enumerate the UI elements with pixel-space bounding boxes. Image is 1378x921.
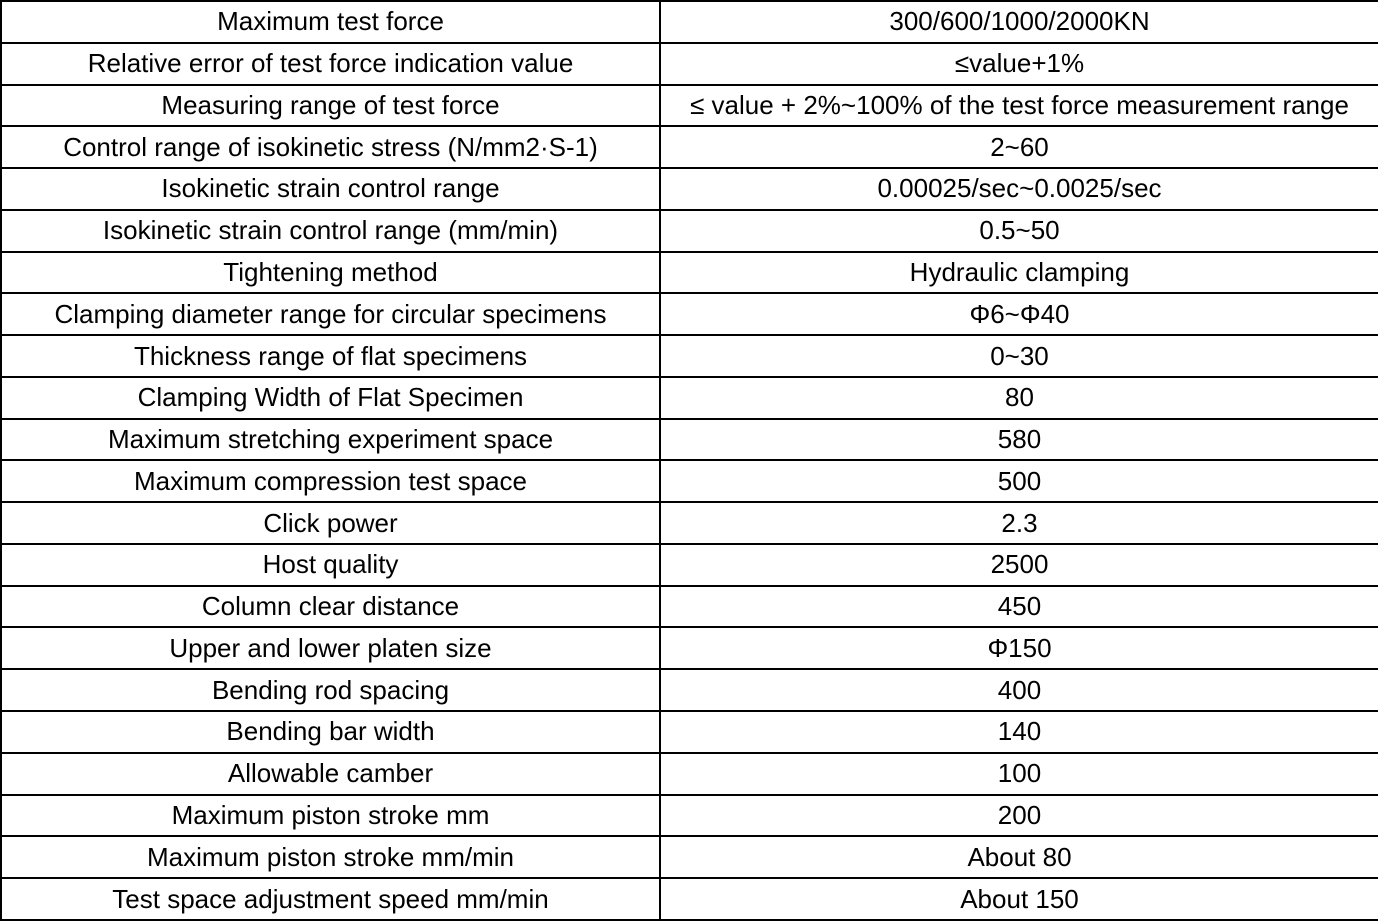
- spec-value-cell: 200: [660, 795, 1378, 837]
- spec-value-cell: Φ150: [660, 627, 1378, 669]
- spec-name-cell: Clamping Width of Flat Specimen: [1, 377, 660, 419]
- spec-value-cell: About 150: [660, 878, 1378, 920]
- table-row: [1, 669, 1378, 711]
- spec-name-cell: Maximum piston stroke mm/min: [1, 836, 660, 878]
- table-row: [1, 502, 1378, 544]
- table-row: [1, 210, 1378, 252]
- spec-name-cell: Maximum test force: [1, 1, 660, 43]
- table-row: [1, 335, 1378, 377]
- table-row: [1, 753, 1378, 795]
- spec-value-cell: 450: [660, 586, 1378, 628]
- spec-value-cell: 0~30: [660, 335, 1378, 377]
- spec-name-cell: Relative error of test force indication value: [1, 43, 660, 85]
- spec-name-cell: Maximum stretching experiment space: [1, 419, 660, 461]
- table-row: [1, 126, 1378, 168]
- spec-value-cell: 100: [660, 753, 1378, 795]
- spec-name-cell: Click power: [1, 502, 660, 544]
- spec-value-cell: 80: [660, 377, 1378, 419]
- table-row: [1, 586, 1378, 628]
- spec-value-cell: 2.3: [660, 502, 1378, 544]
- spec-value-cell: ≤value+1%: [660, 43, 1378, 85]
- spec-value-cell: Hydraulic clamping: [660, 252, 1378, 294]
- spec-name-cell: Test space adjustment speed mm/min: [1, 878, 660, 920]
- spec-name-cell: Thickness range of flat specimens: [1, 335, 660, 377]
- spec-name-cell: Control range of isokinetic stress (N/mm2·S-1): [1, 126, 660, 168]
- spec-name-cell: Tightening method: [1, 252, 660, 294]
- spec-value-cell: 2500: [660, 544, 1378, 586]
- spec-name-cell: Upper and lower platen size: [1, 627, 660, 669]
- spec-name-cell: Bending bar width: [1, 711, 660, 753]
- spec-name-cell: Allowable camber: [1, 753, 660, 795]
- table-row: [1, 377, 1378, 419]
- spec-name-cell: Maximum piston stroke mm: [1, 795, 660, 837]
- table-row: [1, 836, 1378, 878]
- spec-value-cell: 2~60: [660, 126, 1378, 168]
- table-row: [1, 460, 1378, 502]
- spec-value-cell: About 80: [660, 836, 1378, 878]
- spec-value-cell: 580: [660, 419, 1378, 461]
- table-row: [1, 252, 1378, 294]
- spec-value-cell: 0.5~50: [660, 210, 1378, 252]
- spec-name-cell: Measuring range of test force: [1, 85, 660, 127]
- spec-name-cell: Column clear distance: [1, 586, 660, 628]
- spec-value-cell: 0.00025/sec~0.0025/sec: [660, 168, 1378, 210]
- table-row: [1, 795, 1378, 837]
- spec-name-cell: Bending rod spacing: [1, 669, 660, 711]
- spec-name-cell: Host quality: [1, 544, 660, 586]
- spec-value-cell: ≤ value + 2%~100% of the test force measurement range: [660, 85, 1378, 127]
- table-row: [1, 168, 1378, 210]
- spec-value-cell: 400: [660, 669, 1378, 711]
- table-row: [1, 293, 1378, 335]
- table-row: [1, 419, 1378, 461]
- spec-value-cell: Φ6~Φ40: [660, 293, 1378, 335]
- table-row: [1, 544, 1378, 586]
- table-row: [1, 627, 1378, 669]
- spec-value-cell: 140: [660, 711, 1378, 753]
- table-row: [1, 878, 1378, 920]
- spec-name-cell: Clamping diameter range for circular specimens: [1, 293, 660, 335]
- specification-table-body: [1, 1, 1378, 920]
- table-row: [1, 85, 1378, 127]
- spec-name-cell: Maximum compression test space: [1, 460, 660, 502]
- table-row: [1, 1, 1378, 43]
- spec-value-cell: 500: [660, 460, 1378, 502]
- spec-name-cell: Isokinetic strain control range: [1, 168, 660, 210]
- table-row: [1, 711, 1378, 753]
- table-row: [1, 43, 1378, 85]
- spec-value-cell: 300/600/1000/2000KN: [660, 1, 1378, 43]
- spec-name-cell: Isokinetic strain control range (mm/min): [1, 210, 660, 252]
